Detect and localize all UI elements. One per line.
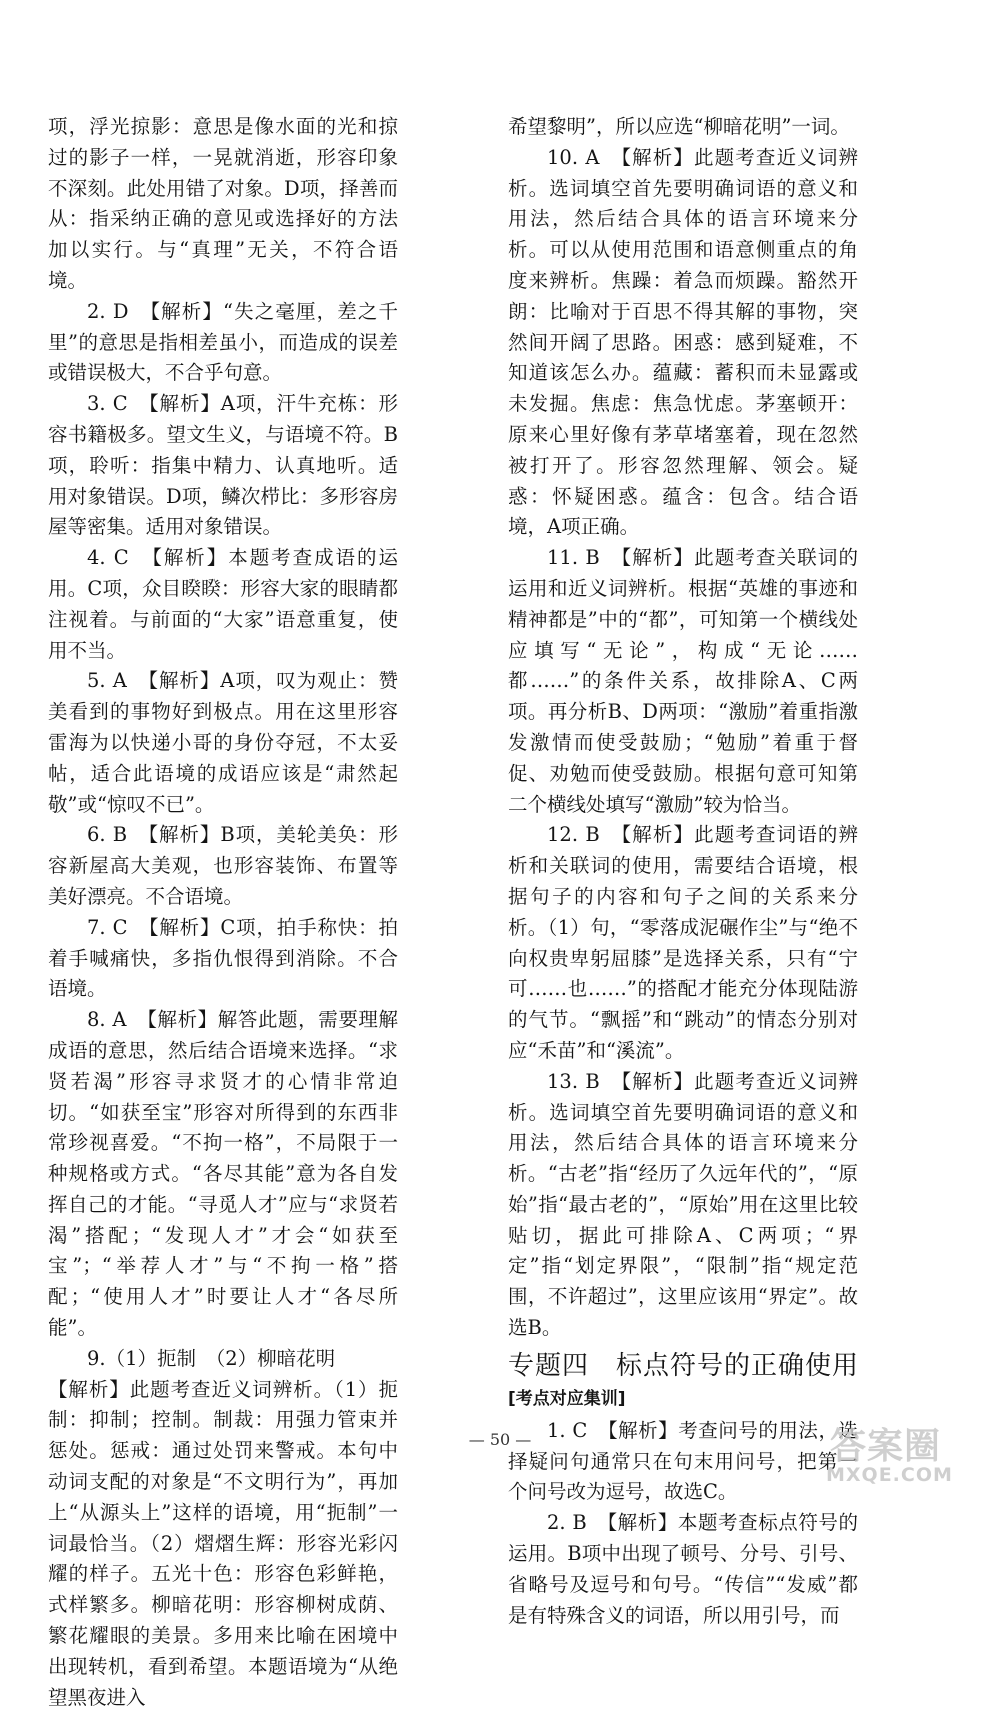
watermark-url: MXQE.COM <box>826 1464 953 1486</box>
answer-item-13: 13. B 【解析】此题考查近义词辨析。选词填空首先要明确词语的意义和用法，然后结合具体的语言环境来分析。“古老”指“经历了久远年代的”，“原始”指“最古老的”，“原始”用在这里比较贴切，据此可排除A、C两项；“界定”指“划定界限”，“限制”指“规定范围，不许超过”，这里应该用“界定”。故选B。 <box>508 1069 858 1340</box>
answer-item-9-analysis: 【解析】此题考查近义词辨析。（1）扼制：抑制；控制。制裁：用强力管束并惩处。惩戒：通过处罚来警戒。本句中动词支配的对象是“不文明行为”，再加上“从源头上”这样的语境，用“扼制”一词最恰当。（2）熠熠生辉：形容光彩闪耀的样子。五光十色：形容色彩鲜艳，式样繁多。柳暗花明：形容柳树成荫、繁花耀眼的美景。多用来比喻在困境中出现转机，看到希望。本题语境为“从绝望黑夜进入 <box>48 1377 398 1709</box>
answer-item-12: 12. B 【解析】此题考查词语的辨析和关联词的使用，需要结合语境，根据句子的内容和句子之间的关系来分析。（1）句，“零落成泥碾作尘”与“绝不向权贵卑躬屈膝”是选择关系，只有“宁可……也……”的搭配才能充分体现陆游的气节。“飘摇”和“跳动”的情态分别对应“禾苗”和“溪流”。 <box>508 823 858 1062</box>
page-number: — 50 — <box>468 1430 532 1449</box>
watermark-logo <box>826 1418 986 1490</box>
answer-item-4: 4. C 【解析】本题考查成语的运用。C项，众目睽睽：形容大家的眼睛都注视着。与前面的“大家”语意重复，使用不当。 <box>48 546 398 662</box>
right-column <box>508 112 858 1631</box>
paragraph: 项，浮光掠影：意思是像水面的光和掠过的影子一样，一晃就消逝，形容印象不深刻。此处用错了对象。D项，择善而从：指采纳正确的意见或选择好的方法加以实行。与“真理”无关，不符合语境。 <box>48 115 398 292</box>
watermark-text: 答案圈 <box>830 1426 942 1467</box>
answer-item-8: 8. A 【解析】解答此题，需要理解成语的意思，然后结合语境来选择。“求贤若渴”形容寻求贤才的心情非常迫切。“如获至宝”形容对所得到的东西非常珍视喜爱。“不拘一格”，不局限于一种规格或方式。“各尽其能”意为各自发挥自己的才能。“寻觅人才”应与“求贤若渴”搭配；“发现人才”才会“如获至宝”；“举荐人才”与“不拘一格”搭配；“使用人才”时要让人才“各尽所能”。 <box>48 1008 398 1340</box>
answer-item-11: 11. B 【解析】此题考查关联词的运用和近义词辨析。根据“英雄的事迹和精神都是”中的“都”，可知第一个横线处应填写“无论”，构成“无论……都……”的条件关系，故排除A、C两项。再分析B、D两项：“激励”着重指激发激情而使受鼓励；“勉励”着重于督促、劝勉而使受鼓励。根据句意可知第二个横线处填写“激励”较为恰当。 <box>508 546 858 816</box>
paragraph: 希望黎明”，所以应选“柳暗花明”一词。 <box>508 115 850 138</box>
answer-item-10: 10. A 【解析】此题考查近义词辨析。选词填空首先要明确词语的意义和用法，然后结合具体的语言环境来分析。可以从使用范围和语意侧重点的角度来辨析。焦躁：着急而烦躁。豁然开朗：比喻对于百思不得其解的事物，突然间开阔了思路。困惑：感到疑难，不知道该怎么办。蕴藏：蓄积而未显露或未发掘。焦虑：焦急忧虑。茅塞顿开：原来心里好像有茅草堵塞着，现在忽然被打开了。形容忽然理解、领会。疑惑：怀疑困惑。蕴含：包含。结合语境，A项正确。 <box>508 145 858 539</box>
section-heading: 专题四 标点符号的正确使用 <box>508 1350 860 1381</box>
answer-item-7: 7. C 【解析】C项，拍手称快：拍着手喊痛快，多指仇恨得到消除。不合语境。 <box>48 915 398 1001</box>
answer-item-3: 3. C 【解析】A项，汗牛充栋：形容书籍极多。望文生义，与语境不符。B项，聆听：指集中精力、认真地听。适用对象错误。D项，鳞次栉比：多形容房屋等密集。适用对象错误。 <box>48 392 398 539</box>
sub-heading: [考点对应集训] <box>508 1388 626 1409</box>
left-column <box>48 112 398 1713</box>
answer-item-6: 6. B 【解析】B项，美轮美奂：形容新屋高大美观，也形容装饰、布置等美好漂亮。不合语境。 <box>48 823 398 908</box>
answer-item-5: 5. A 【解析】A项，叹为观止：赞美看到的事物好到极点。用在这里形容雷海为以快递小哥的身份夺冠，不太妥帖，适合此语境的成语应该是“肃然起敬”或“惊叹不已”。 <box>48 669 398 816</box>
answer-item-2-punct: 2. B 【解析】本题考查标点符号的运用。B项中出现了顿号、分号、引号、省略号及逗号和句号。“传信”“发威”都是有特殊含义的词语，所以用引号，而 <box>508 1511 858 1627</box>
answer-item-2: 2. D 【解析】“失之毫厘，差之千里”的意思是指相差虽小，而造成的误差或错误极大，不合乎句意。 <box>48 299 398 385</box>
answer-item-1: 1. C 【解析】考查问号的用法，选择疑问句通常只在句末用问号，把第一个问号改为逗号，故选C。 <box>508 1418 858 1504</box>
answer-item-9: 9.（1）扼制 （2）柳暗花明 <box>87 1346 336 1370</box>
